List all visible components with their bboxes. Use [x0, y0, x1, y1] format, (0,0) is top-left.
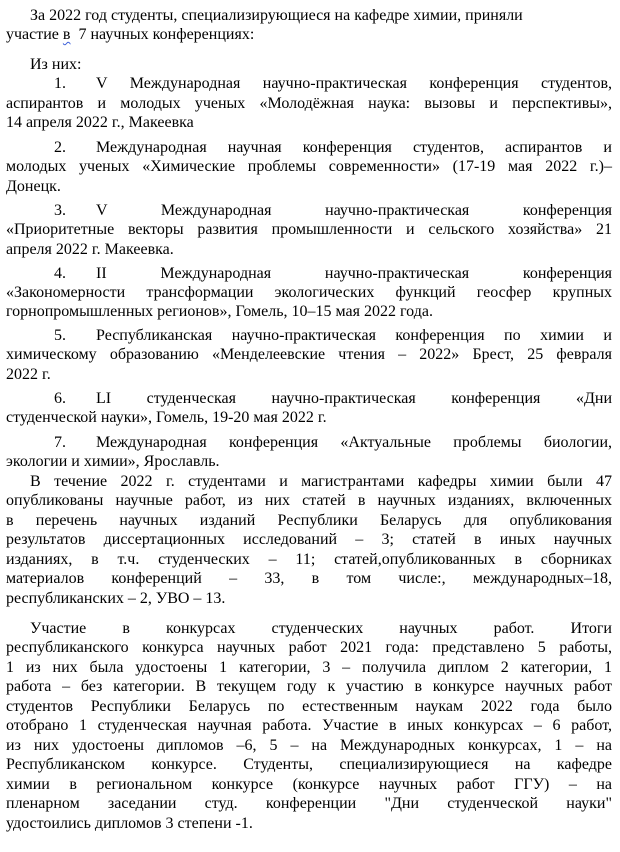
text-line: горнопромышленных регионов», Гомель, 10–15 мая 2022 года. — [6, 303, 433, 320]
list-item-text: LI студенческая научно-практическая конференция «Дни — [96, 390, 612, 407]
list-number: 2. — [54, 139, 66, 156]
text-line: 14 апреля 2022 г., Макеевка — [6, 114, 194, 131]
text-line: апреля 2022 г. Макеевка. — [6, 241, 174, 258]
text-line — [0, 138, 620, 157]
text-line — [0, 326, 620, 345]
text-line: материалов конференций – 33, в том числе:, международных–18, — [6, 570, 612, 587]
text-line: в перечень научных изданий Республики Беларусь для опубликования — [6, 512, 612, 529]
text-line: аспирантов и молодых ученых «Молодёжная наука: вызовы и перспективы», — [6, 95, 612, 112]
list-number: 4. — [54, 265, 66, 282]
text-line: изданиях, в т.ч. студенческих – 11; статей,опубликованных в сборниках — [6, 551, 612, 568]
text-line — [0, 74, 620, 93]
text-line: результатов диссертационных исследований – 3; статей в иных научных — [6, 531, 612, 548]
text-line: химии в региональном конкурсе (конкурсе научных работ ГГУ) – на — [6, 776, 612, 793]
list-item-text: II Международная научно-практическая конференция — [96, 265, 612, 282]
text-line: удостоились дипломов 3 степени -1. — [6, 815, 253, 832]
text-line — [0, 264, 620, 283]
list-item-text: Международная научная конференция студентов, аспирантов и — [96, 139, 612, 156]
text-line: республиканского конкурса научных работ 2021 года: представлено 5 работы, — [6, 639, 612, 656]
text-line: В течение 2022 г. студентами и магистрантами кафедры химии были 47 — [30, 473, 612, 490]
text-line — [0, 433, 620, 452]
text-line: экологии и химии», Ярославль. — [6, 453, 220, 470]
text-line: пленарном заседании студ. конференции "Дни студенческой науки" — [6, 795, 612, 812]
list-number: 5. — [54, 327, 66, 344]
list-number: 3. — [54, 202, 66, 219]
list-item-text: V Международная научно-практическая конференция — [96, 202, 612, 219]
text-line: Республиканском конкурсе. Студенты, специализирующиеся на кафедре — [6, 756, 612, 773]
list-number: 6. — [54, 390, 66, 407]
list-number: 1. — [54, 75, 66, 92]
text-line: Участие в конкурсах студенческих научных работ. Итоги — [30, 620, 612, 637]
text-line: работа – без категории. В текущем году к участию в конкурсе научных работ — [6, 678, 612, 695]
text-line: опубликованы научные работ, из них статей в научных изданиях, включенных — [6, 492, 612, 509]
line-text-part: участие — [6, 26, 63, 43]
text-line: За 2022 год студенты, специализирующиеся на кафедре химии, приняли — [30, 7, 523, 24]
text-line — [0, 389, 620, 408]
list-number: 7. — [54, 434, 66, 451]
list-item-text: V Международная научно-практическая конференция студентов, — [96, 75, 612, 92]
text-line: студентов Республики Беларусь по естественным наукам 2022 года было — [6, 698, 612, 715]
line-text-part: 7 научных конференциях: — [70, 26, 255, 43]
text-line: республиканских – 2, УВО – 13. — [6, 590, 226, 607]
text-line: 2022 г. — [6, 366, 51, 383]
text-line: Донецк. — [6, 178, 61, 195]
text-line: молодых ученых «Химические проблемы современности» (17-19 мая 2022 г.)– — [6, 158, 612, 175]
text-line: «Приоритетные векторы развития промышленности и сельского хозяйства» 21 — [6, 221, 612, 238]
text-line: химическому образованию «Менделеевские чтения – 2022» Брест, 25 февраля — [6, 346, 612, 363]
text-line: «Закономерности трансформации экологических функций геосфер крупных — [6, 284, 612, 301]
list-item-text: Республиканская научно-практическая конференция по химии и — [96, 327, 612, 344]
text-line: отобрано 1 студенческая научная работа. Участие в иных конкурсах – 6 работ, — [6, 717, 612, 734]
list-item-text: Международная конференция «Актуальные проблемы биологии, — [96, 434, 612, 451]
text-line: Из них: — [30, 56, 82, 73]
text-line: студенческой науки», Гомель, 19-20 мая 2022 г. — [6, 409, 327, 426]
text-line — [6, 25, 612, 44]
spellcheck-flagged-word: в — [62, 26, 71, 43]
text-line: из них удостоены дипломов –6, 5 – на Международных конкурсах, 1 – на — [6, 737, 612, 754]
text-line — [0, 201, 620, 220]
text-line: 1 из них была удостоены 1 категории, 3 – получила диплом 2 категории, 1 — [6, 659, 612, 676]
